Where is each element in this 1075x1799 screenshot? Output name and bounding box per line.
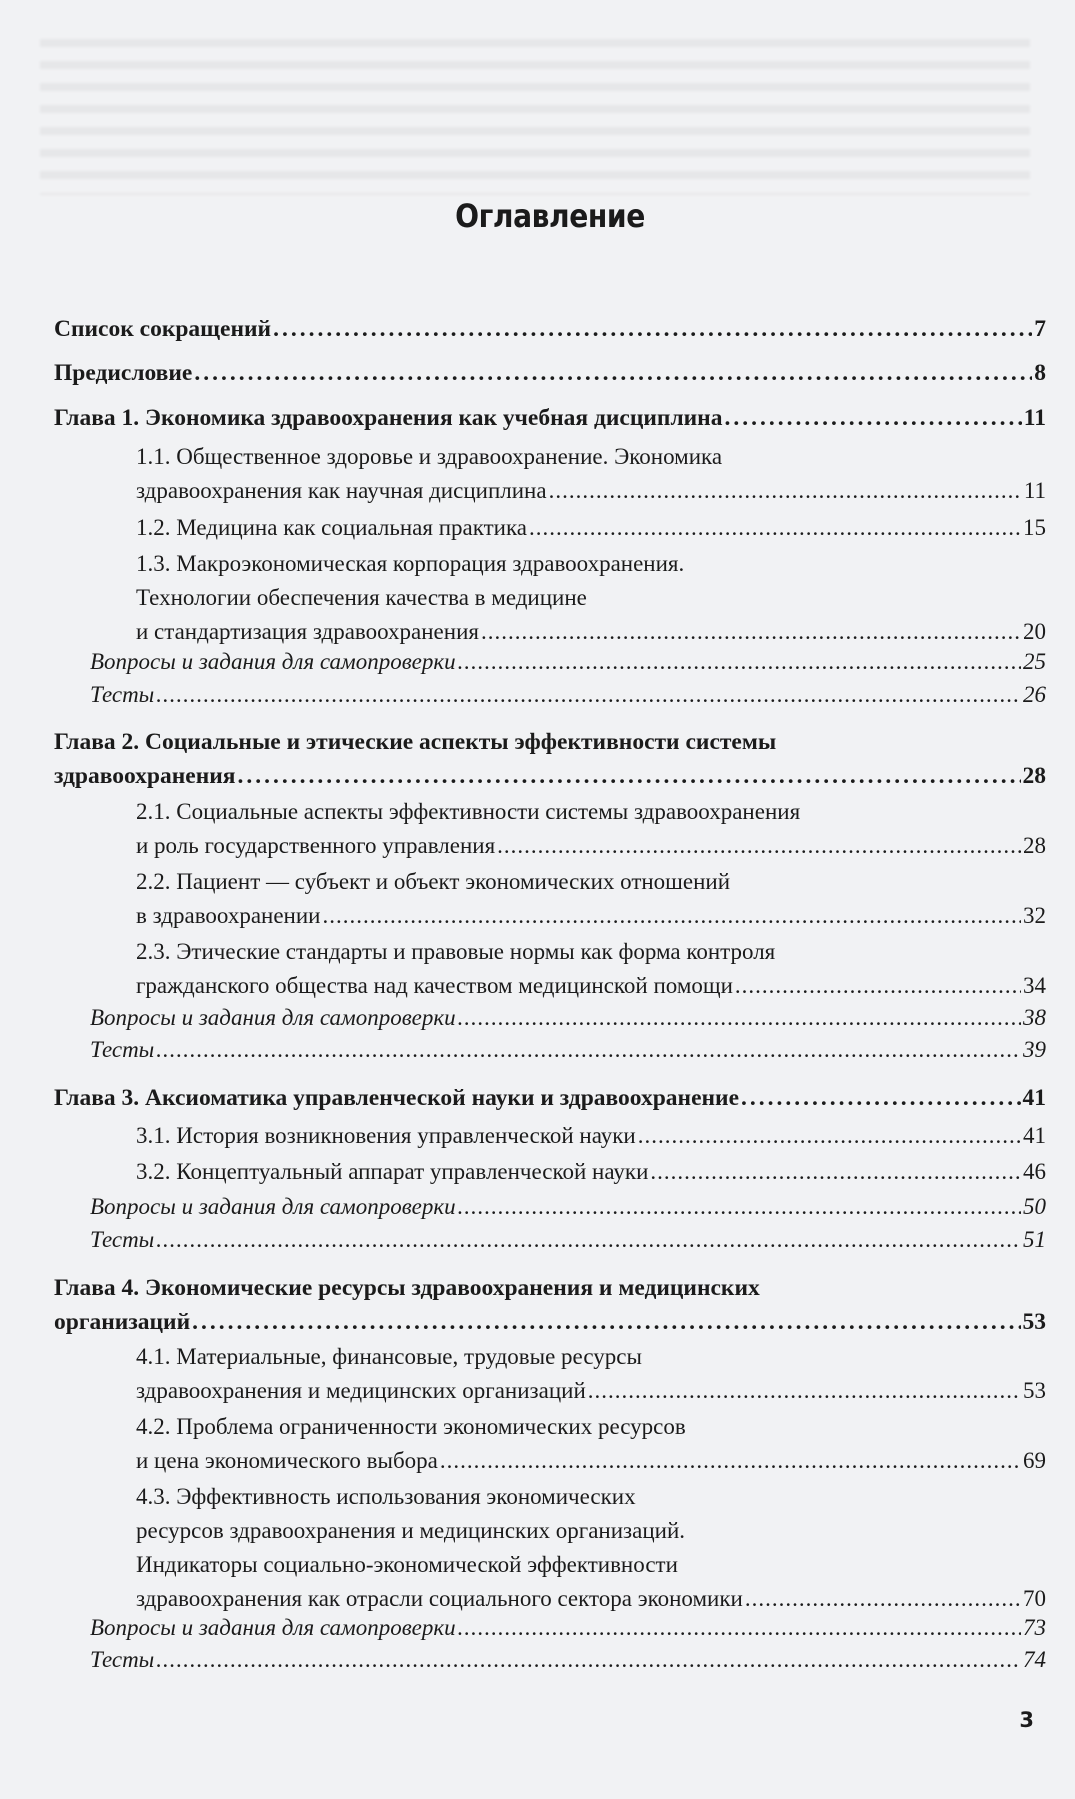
toc-entry-chapter-3-questions (90, 1190, 1046, 1224)
toc-entry-section-3-1 (136, 1119, 1046, 1153)
toc-entry-title: и цена экономического выбора (136, 1448, 438, 1473)
toc-entry-page: 8 (1034, 360, 1046, 386)
dot-leader (156, 1033, 1021, 1067)
dot-leader (238, 759, 1021, 793)
toc-entry-title: Тесты (90, 1227, 155, 1252)
toc-entry-page: 28 (1023, 833, 1046, 858)
toc-entry-title: Вопросы и задания для самопроверки (90, 1194, 456, 1219)
toc-entry-title: Вопросы и задания для самопроверки (90, 1005, 456, 1030)
toc-entry-section-1-2 (136, 511, 1046, 545)
page-number: 3 (1019, 1708, 1034, 1732)
toc-entry-chapter-4 (54, 1271, 1046, 1339)
toc-entry-title: и стандартизация здравоохранения (136, 619, 479, 644)
toc-entry-leader-line (90, 1611, 1046, 1645)
toc-entry-page: 34 (1023, 973, 1046, 998)
toc-entry-chapter-4-questions (90, 1611, 1046, 1645)
dot-leader (741, 1081, 1020, 1115)
toc-entry-leader-line (54, 356, 1046, 390)
toc-entry-title: в здравоохранении (136, 903, 321, 928)
toc-entry-leader-line (54, 759, 1046, 793)
toc-entry-text-line: 1.3. Макроэкономическая корпорация здравоохранения. (136, 551, 685, 576)
toc-entry-text-line: 2.1. Социальные аспекты эффективности системы здравоохранения (136, 799, 801, 824)
toc-entry-text-line: 2.3. Этические стандарты и правовые нормы как форма контроля (136, 939, 776, 964)
toc-entry-title: здравоохранения (54, 763, 236, 789)
toc-entry-title: и роль государственного управления (136, 833, 496, 858)
toc-entry-title: Тесты (90, 1037, 155, 1062)
toc-entry-abbreviations (54, 312, 1046, 346)
toc-entry-page: 70 (1023, 1586, 1046, 1611)
toc-entry-page: 39 (1023, 1037, 1046, 1062)
dot-leader (638, 1119, 1021, 1153)
dot-leader (273, 312, 1032, 346)
toc-entry-chapter-2 (54, 725, 1046, 793)
toc-entry-section-4-2 (136, 1410, 1046, 1478)
toc-entry-page: 32 (1023, 903, 1046, 928)
toc-entry-text-line: Индикаторы социально-экономической эффективности (136, 1552, 678, 1577)
toc-entry-section-4-3 (136, 1480, 1046, 1616)
toc-entry-section-3-2 (136, 1155, 1046, 1189)
dot-leader (650, 1155, 1021, 1189)
toc-entry-leader-line (54, 312, 1046, 346)
toc-entry-section-1-3 (136, 547, 1046, 649)
toc-entry-text-line: 1.1. Общественное здоровье и здравоохранение. Экономика (136, 444, 723, 469)
toc-entry-leader-line (136, 511, 1046, 545)
toc-entry-page: 11 (1023, 478, 1046, 503)
toc-entry-title: гражданского общества над качеством медицинской помощи (136, 973, 733, 998)
toc-entry-title: Тесты (90, 682, 155, 707)
toc-entry-leader-line (90, 1223, 1046, 1257)
dot-leader (458, 1611, 1021, 1645)
toc-entry-chapter-2-questions (90, 1001, 1046, 1035)
toc-entry-page: 53 (1023, 1378, 1046, 1403)
toc-entry-leader-line (136, 615, 1046, 649)
dot-leader (588, 1374, 1021, 1408)
dot-leader (458, 645, 1021, 679)
toc-entry-chapter-2-tests (90, 1033, 1046, 1067)
toc-entry-text-line: 4.2. Проблема ограниченности экономических ресурсов (136, 1414, 686, 1439)
dot-leader (458, 1190, 1021, 1224)
toc-entry-title: Вопросы и задания для самопроверки (90, 1615, 456, 1640)
toc-entry-leader-line (90, 678, 1046, 712)
toc-entry-text-line: 4.1. Материальные, финансовые, трудовые ресурсы (136, 1344, 642, 1369)
toc-entry-leader-line (90, 1001, 1046, 1035)
dot-leader (497, 829, 1021, 863)
toc-entry-page: 7 (1034, 316, 1046, 342)
toc-entry-chapter-3-tests (90, 1223, 1046, 1257)
toc-entry-leader-line (54, 1305, 1046, 1339)
toc-entry-preface (54, 356, 1046, 390)
toc-entry-title: Вопросы и задания для самопроверки (90, 649, 456, 674)
toc-entry-title: Список сокращений (54, 316, 272, 342)
toc-entry-chapter-4-tests (90, 1643, 1046, 1677)
toc-entry-page: 38 (1023, 1005, 1046, 1030)
dot-leader (549, 474, 1022, 508)
toc-entry-title: 3.2. Концептуальный аппарат управленческой науки (136, 1159, 649, 1184)
toc-entry-text-line: ресурсов здравоохранения и медицинских организаций. (136, 1518, 686, 1543)
dot-leader (529, 511, 1021, 545)
dot-leader (192, 1305, 1020, 1339)
toc-entry-leader-line (136, 829, 1046, 863)
toc-entry-page: 26 (1023, 682, 1046, 707)
dot-leader (156, 1643, 1021, 1677)
toc-entry-leader-line (136, 899, 1046, 933)
toc-entry-text-line: 4.3. Эффективность использования экономических (136, 1484, 636, 1509)
toc-entry-title: Предисловие (54, 360, 193, 386)
toc-entry-leader-line (136, 969, 1046, 1003)
dot-leader (458, 1001, 1021, 1035)
toc-entry-chapter-1-tests (90, 678, 1046, 712)
dot-leader (194, 356, 1032, 390)
toc-entry-title: Глава 1. Экономика здравоохранения как учебная дисциплина (54, 405, 723, 431)
toc-entry-page: 53 (1022, 1309, 1046, 1335)
toc-entry-section-2-3 (136, 935, 1046, 1003)
toc-entry-page: 74 (1023, 1647, 1046, 1672)
dot-leader (322, 899, 1021, 933)
toc-entry-page: 46 (1023, 1159, 1046, 1184)
toc-entry-leader-line (54, 1081, 1046, 1115)
toc-entry-text-line: 2.2. Пациент — субъект и объект экономических отношений (136, 869, 731, 894)
toc-entry-leader-line (136, 1374, 1046, 1408)
dot-leader (735, 969, 1021, 1003)
toc-entry-page: 15 (1023, 515, 1046, 540)
toc-entry-page: 50 (1023, 1194, 1046, 1219)
toc-entry-page: 20 (1023, 619, 1046, 644)
dot-leader (156, 678, 1021, 712)
toc-entry-leader-line (90, 645, 1046, 679)
toc-entry-title: здравоохранения как научная дисциплина (136, 478, 547, 503)
toc-entry-page: 69 (1023, 1448, 1046, 1473)
toc-entry-page: 41 (1022, 1085, 1046, 1111)
toc-entry-page: 73 (1023, 1615, 1046, 1640)
toc-entry-page: 41 (1023, 1123, 1046, 1148)
toc-entry-leader-line (136, 1119, 1046, 1153)
toc-entry-title: здравоохранения как отрасли социального сектора экономики (136, 1586, 743, 1611)
toc-entry-text-line: Технологии обеспечения качества в медицине (136, 585, 587, 610)
toc-entry-title: Глава 3. Аксиоматика управленческой науки и здравоохранение (54, 1085, 740, 1111)
toc-entry-title: Тесты (90, 1647, 155, 1672)
toc-entry-section-1-1 (136, 440, 1046, 508)
dot-leader (440, 1444, 1021, 1478)
toc-entry-title: здравоохранения и медицинских организаций (136, 1378, 586, 1403)
toc-entry-leader-line (136, 474, 1046, 508)
toc-entry-page: 11 (1023, 405, 1046, 431)
toc-entry-chapter-3 (54, 1081, 1046, 1115)
toc-entry-section-4-1 (136, 1340, 1046, 1408)
toc-entry-page: 25 (1023, 649, 1046, 674)
toc-entry-page: 51 (1023, 1227, 1046, 1252)
dot-leader (724, 401, 1021, 435)
toc-entry-leader-line (90, 1643, 1046, 1677)
book-page (54, 0, 1046, 1799)
toc-entry-leader-line (90, 1190, 1046, 1224)
toc-entry-title: 1.2. Медицина как социальная практика (136, 515, 527, 540)
toc-entry-page: 28 (1022, 763, 1046, 789)
dot-leader (156, 1223, 1021, 1257)
toc-entry-section-2-1 (136, 795, 1046, 863)
dot-leader (481, 615, 1021, 649)
toc-entry-leader-line (90, 1033, 1046, 1067)
toc-entry-section-2-2 (136, 865, 1046, 933)
toc-entry-chapter-1 (54, 401, 1046, 435)
page-title: Оглавление (455, 197, 645, 235)
toc-entry-text-line: Глава 4. Экономические ресурсы здравоохранения и медицинских (54, 1275, 760, 1301)
toc-entry-leader-line (136, 1444, 1046, 1478)
toc-entry-leader-line (54, 401, 1046, 435)
toc-entry-title: 3.1. История возникновения управленческой науки (136, 1123, 636, 1148)
toc-entry-leader-line (136, 1155, 1046, 1189)
toc-entry-title: организаций (54, 1309, 191, 1335)
toc-entry-text-line: Глава 2. Социальные и этические аспекты эффективности системы (54, 729, 777, 755)
toc-entry-chapter-1-questions (90, 645, 1046, 679)
